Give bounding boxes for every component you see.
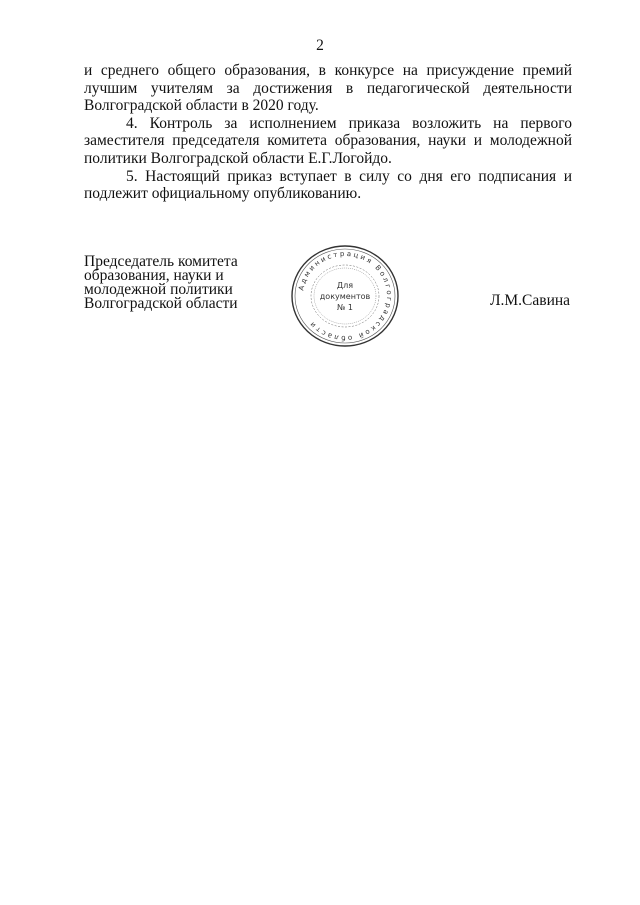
stamp-center-line: № 1 [337,303,353,312]
document-body [84,62,572,203]
stamp-center-line: документов [319,292,371,301]
page-number: 2 [316,37,324,54]
official-stamp-icon [289,244,401,348]
paragraph-item-5: 5. Настоящий приказ вступает в силу со дня его подписания и подлежит официальному опубликованию. [84,167,572,203]
stamp-center-line: Для [336,281,354,290]
signatory-title-line: Председатель комитета [84,253,238,270]
signatory-title-line: молодежной политики [84,281,233,298]
signatory-title-line: Волгоградской области [84,295,238,312]
signatory-title [84,255,284,311]
paragraph-item-4: 4. Контроль за исполнением приказа возложить на первого заместителя председателя комитета образования, науки и молодежной политики Волгоградской области Е.Г.Логойдо. [84,114,572,167]
signatory-name: Л.М.Савина [490,292,571,309]
stamp-outer-text: Администрация Волгоградской области [297,249,394,343]
paragraph-continuation: и среднего общего образования, в конкурсе на присуждение премий лучшим учителям за достижения в педагогической деятельности Волгоградской области в 2020 году. [84,62,572,115]
signatory-title-line: образования, науки и [84,267,224,284]
